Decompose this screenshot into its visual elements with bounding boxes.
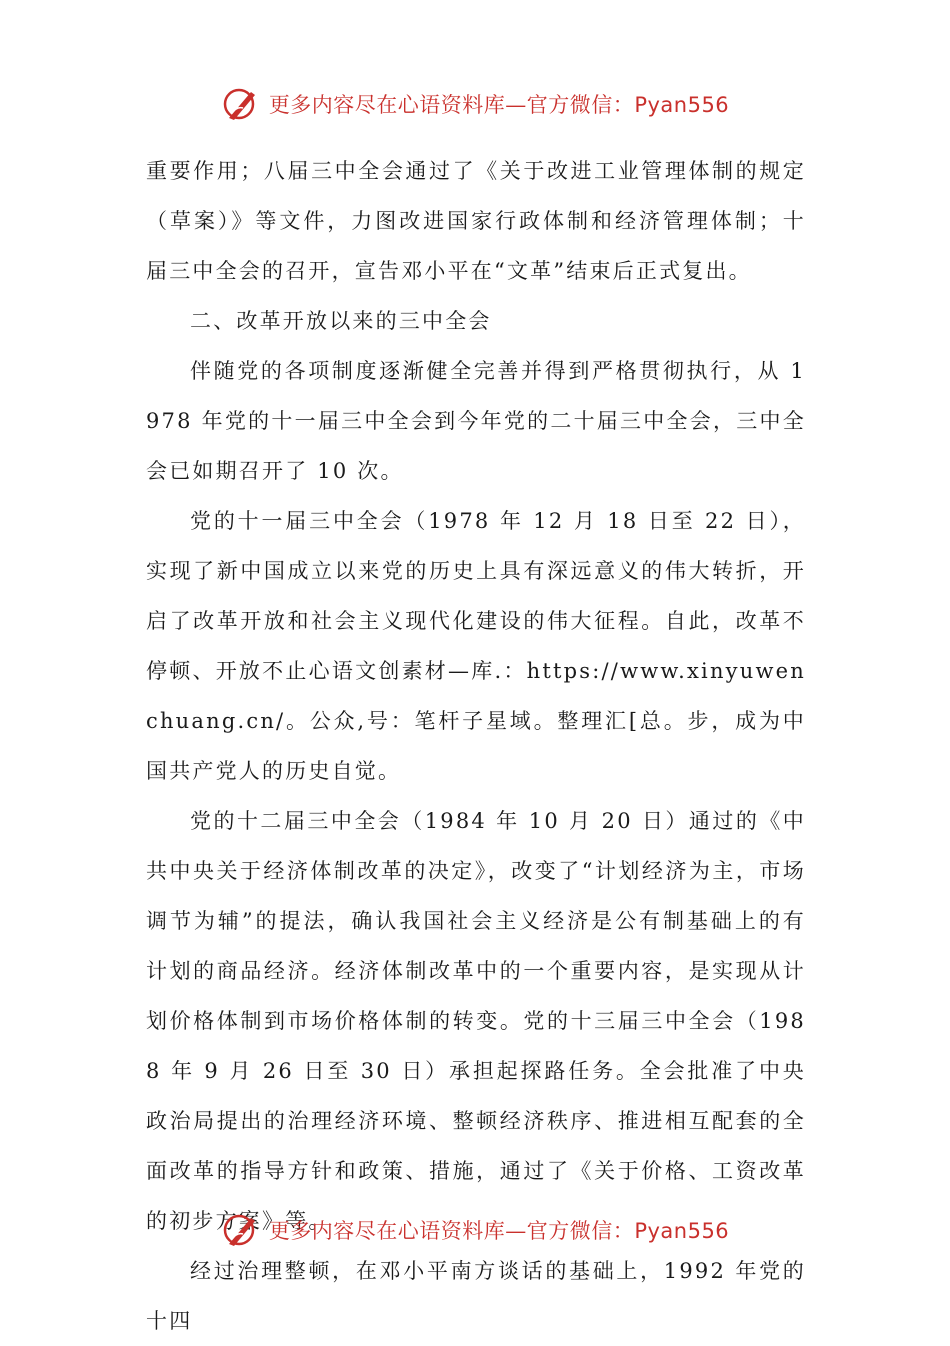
header-banner xyxy=(0,82,950,126)
banner-text: 更多内容尽在心语资料库—官方微信：Pyan556 xyxy=(268,93,730,117)
footer-banner xyxy=(0,1208,950,1252)
paragraph: 伴随党的各项制度逐渐健全完善并得到严格贯彻执行，从 1978 年党的十一届三中全会到今年党的二十届三中全会，三中全会已如期召开了 10 次。 xyxy=(146,359,806,483)
pen-logo-icon xyxy=(221,1210,261,1250)
banner-text: 更多内容尽在心语资料库—官方微信：Pyan556 xyxy=(268,1219,730,1243)
section-heading: 二、改革开放以来的三中全会 xyxy=(190,309,492,333)
paragraph: 重要作用；八届三中全会通过了《关于改进工业管理体制的规定（草案）》等文件，力图改进国家行政体制和经济管理体制；十届三中全会的召开，宣告邓小平在“文革”结束后正式复出。 xyxy=(146,159,806,283)
document-body xyxy=(146,146,806,1346)
paragraph: 党的十一届三中全会（1978 年 12 月 18 日至 22 日），实现了新中国成立以来党的历史上具有深远意义的伟大转折，开启了改革开放和社会主义现代化建设的伟大征程。自此，改革不停顿、开放不止心语文创素材—库.：https://www.xinyuwenchuang.cn/。公众,号：笔杆子星域。整理汇[总。步，成为中国共产党人的历史自觉。 xyxy=(146,509,806,783)
pen-logo-icon xyxy=(221,84,261,124)
paragraph: 经过治理整顿，在邓小平南方谈话的基础上，1992 年党的十四 xyxy=(146,1259,806,1333)
paragraph: 党的十二届三中全会（1984 年 10 月 20 日）通过的《中共中央关于经济体制改革的决定》，改变了“计划经济为主，市场调节为辅”的提法，确认我国社会主义经济是公有制基础上的有计划的商品经济。经济体制改革中的一个重要内容，是实现从计划价格体制到市场价格体制的转变。党的十三届三中全会（1988 年 9 月 26 日至 30 日）承担起探路任务。全会批准了中央政治局提出的治理经济环境、整顿经济秩序、推进相互配套的全面改革的指导方针和政策、措施，通过了《关于价格、工资改革的初步方案》等。 xyxy=(146,809,806,1233)
